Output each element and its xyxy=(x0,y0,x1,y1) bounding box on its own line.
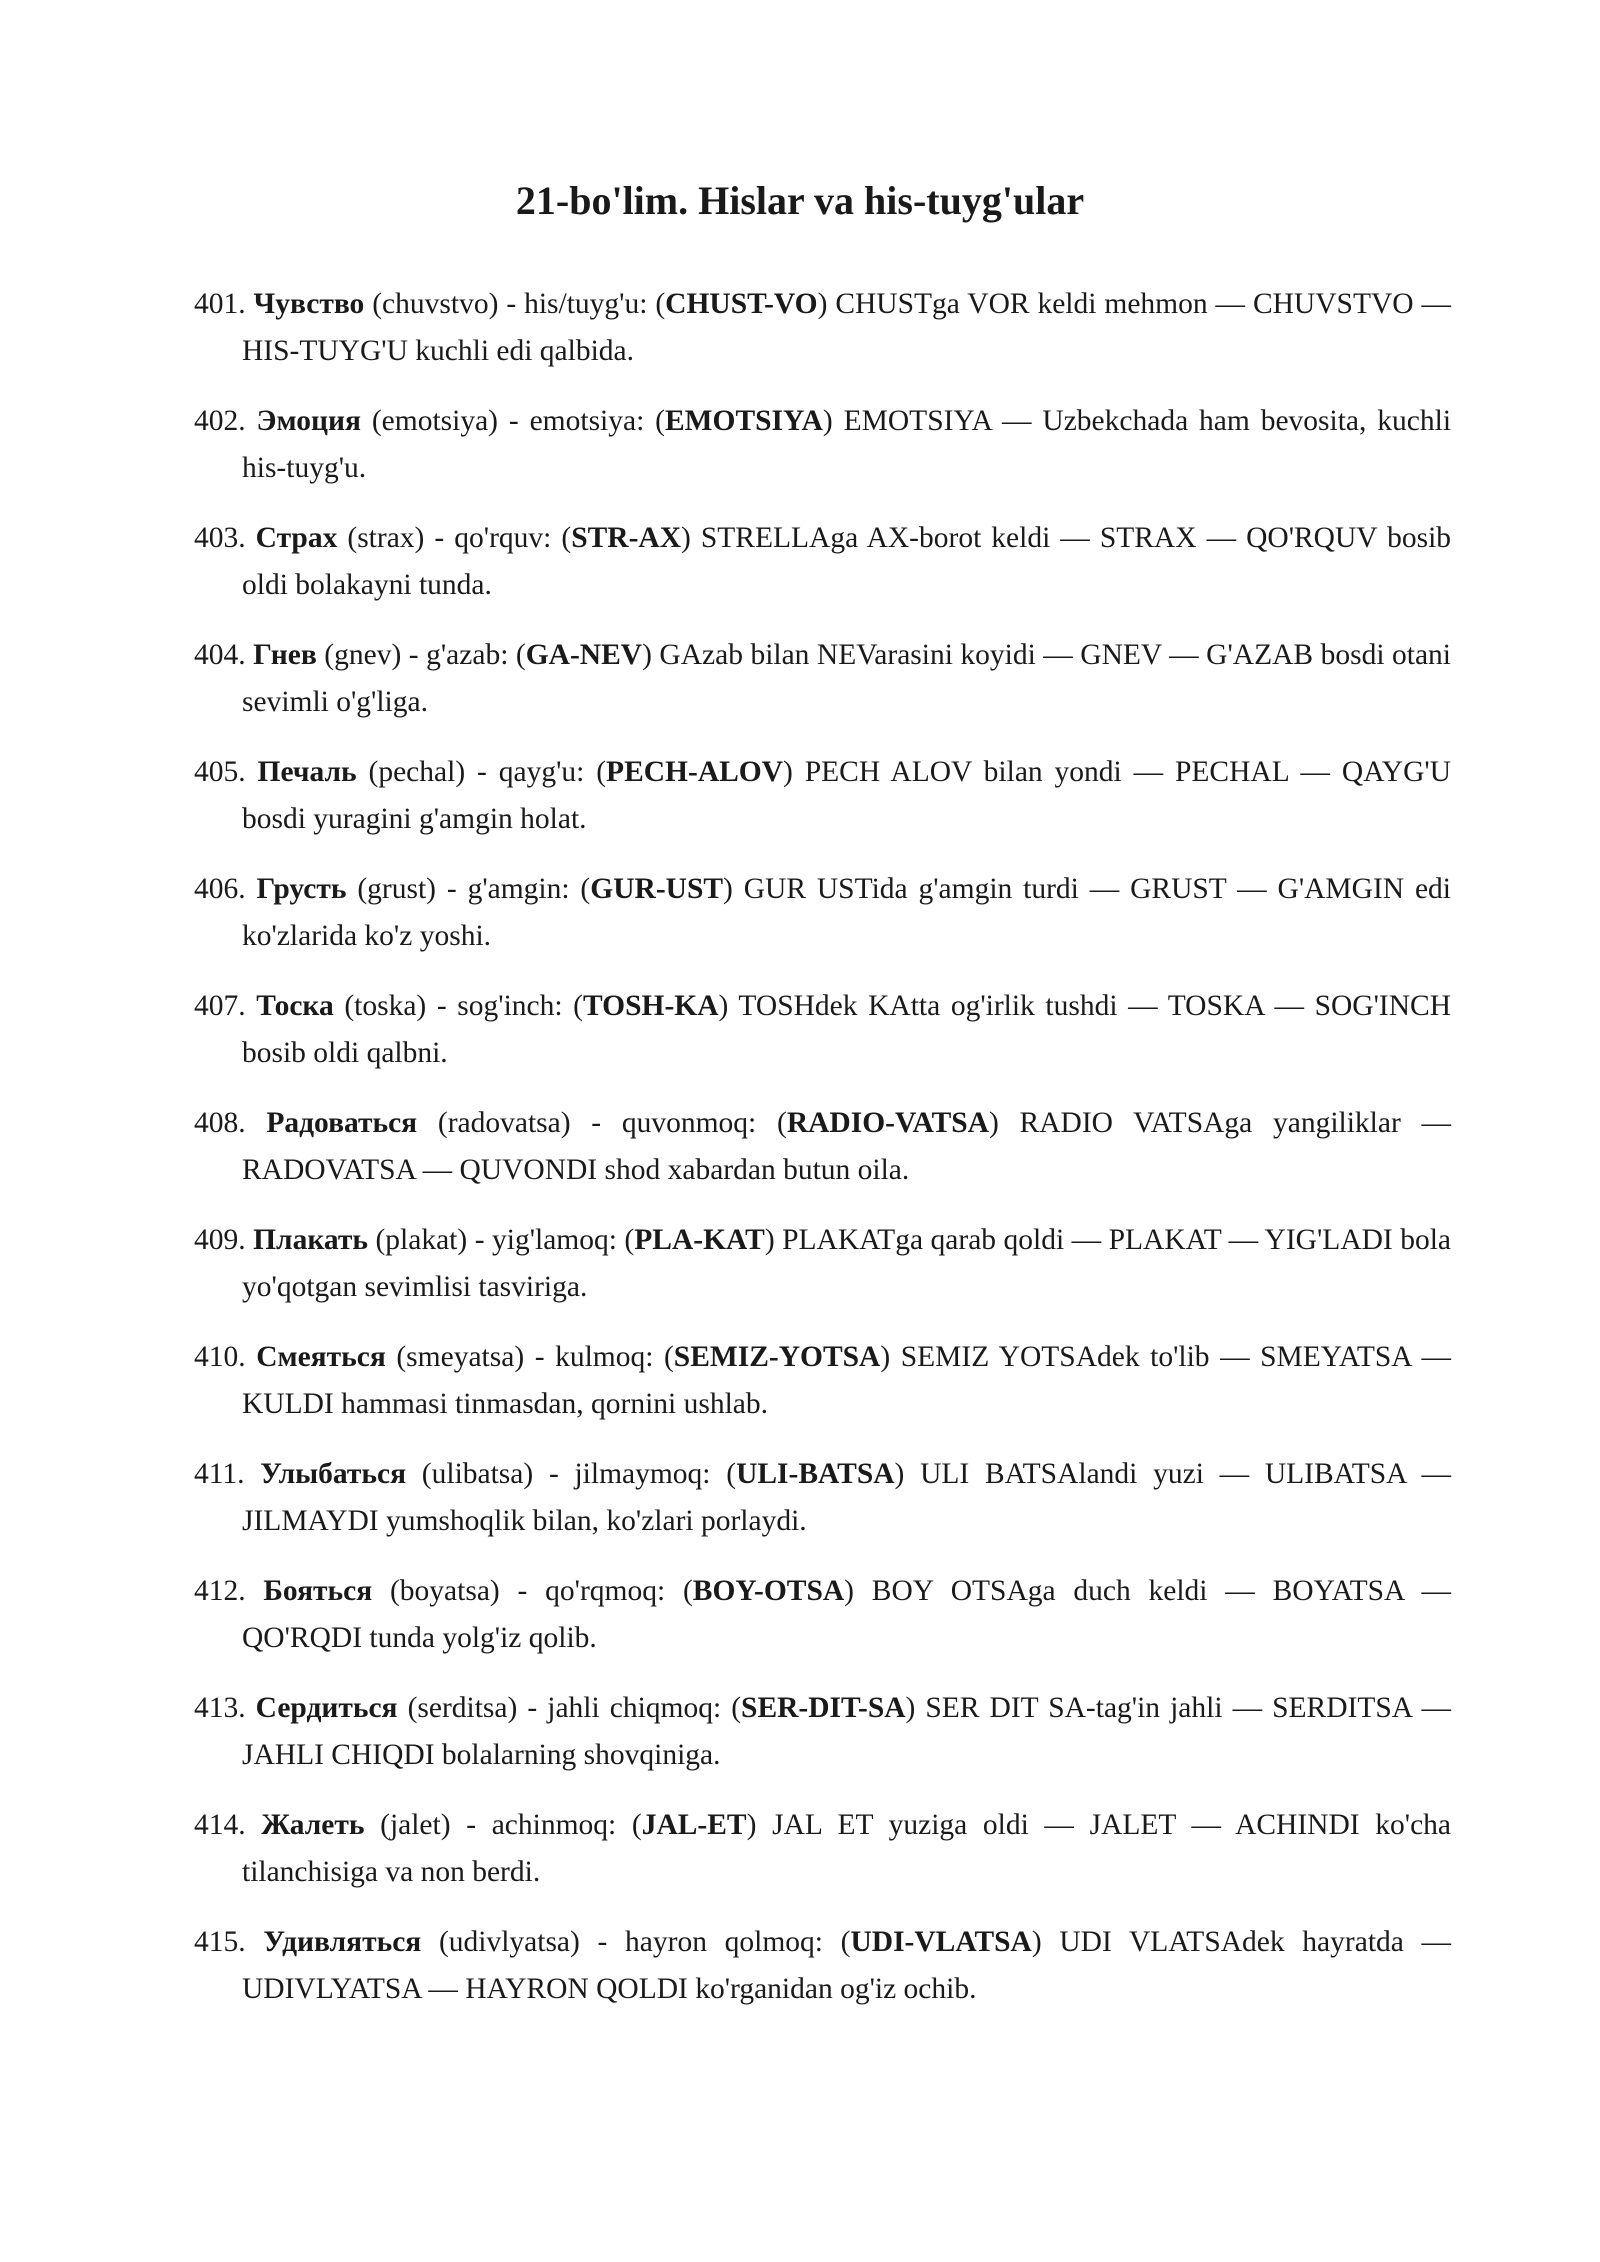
mnemonic-story: ) PECH ALOV bilan yondi — PECHAL — QAYG'U bosdi yuragini g'amgin holat. xyxy=(242,756,1452,835)
transliteration: (emotsiya) xyxy=(371,405,498,437)
vocabulary-entry xyxy=(194,1451,1451,1545)
mnemonic-story: ) CHUSTga VOR keldi mehmon — CHUVSTVO — HIS-TUYG'U kuchli edi qalbida. xyxy=(242,288,1451,367)
mnemonic-key: RADIO-VATSA xyxy=(786,1107,989,1139)
entry-number: 405. xyxy=(194,756,246,788)
vocabulary-entry xyxy=(194,1685,1451,1779)
russian-word: Жалеть xyxy=(261,1809,365,1841)
mnemonic-key: UDI-VLATSA xyxy=(850,1926,1032,1958)
meaning: - sog'inch: ( xyxy=(436,990,584,1022)
vocabulary-entry xyxy=(194,1568,1451,1662)
transliteration: (pechal) xyxy=(368,756,466,788)
transliteration: (smeyatsa) xyxy=(396,1341,525,1373)
entry-number: 409. xyxy=(194,1224,246,1256)
transliteration: (toska) xyxy=(344,990,427,1022)
mnemonic-story: ) ULI BATSAlandi yuzi — ULIBATSA — JILMAYDI yumshoqlik bilan, ko'zlari porlaydi. xyxy=(242,1458,1452,1537)
mnemonic-key: SER-DIT-SA xyxy=(741,1692,906,1724)
mnemonic-story: ) UDI VLATSAdek hayratda — UDIVLYATSA — HAYRON QOLDI ko'rganidan og'iz ochib. xyxy=(242,1926,1452,2005)
meaning: - jahli chiqmoq: ( xyxy=(527,1692,742,1724)
russian-word: Эмоция xyxy=(256,405,361,437)
entry-number: 413. xyxy=(194,1692,246,1724)
meaning: - g'amgin: ( xyxy=(446,873,591,905)
vocabulary-entry xyxy=(194,1919,1451,2013)
russian-word: Тоска xyxy=(256,990,334,1022)
russian-word: Гнев xyxy=(253,639,317,671)
mnemonic-story: ) JAL ET yuziga oldi — JALET — ACHINDI ko'cha tilanchisiga va non berdi. xyxy=(242,1809,1452,1888)
vocabulary-list xyxy=(194,281,1451,2036)
meaning: - jilmaymoq: ( xyxy=(548,1458,737,1490)
meaning: - qayg'u: ( xyxy=(477,756,607,788)
mnemonic-key: STR-AX xyxy=(571,522,682,554)
mnemonic-story: ) RADIO VATSAga yangiliklar — RADOVATSA — QUVONDI shod xabardan butun oila. xyxy=(242,1107,1452,1186)
russian-word: Смеяться xyxy=(256,1341,386,1373)
mnemonic-key: CHUST-VO xyxy=(665,288,818,320)
vocabulary-entry xyxy=(194,398,1451,492)
mnemonic-story: ) BOY OTSAga duch keldi — BOYATSA — QO'RQDI tunda yolg'iz qolib. xyxy=(242,1575,1451,1654)
meaning: - g'azab: ( xyxy=(408,639,526,671)
mnemonic-key: GUR-UST xyxy=(590,873,724,905)
entry-number: 402. xyxy=(194,405,246,437)
russian-word: Страх xyxy=(255,522,338,554)
russian-word: Улыбаться xyxy=(260,1458,407,1490)
transliteration: (boyatsa) xyxy=(389,1575,500,1607)
mnemonic-key: SEMIZ-YOTSA xyxy=(673,1341,881,1373)
entry-number: 410. xyxy=(194,1341,246,1373)
mnemonic-story: ) SEMIZ YOTSAdek to'lib — SMEYATSA — KULDI hammasi tinmasdan, qornini ushlab. xyxy=(242,1341,1452,1420)
mnemonic-story: ) GAzab bilan NEVarasini koyidi — GNEV — G'AZAB bosdi otani sevimli o'g'liga. xyxy=(242,639,1452,718)
meaning: - yig'lamoq: ( xyxy=(474,1224,635,1256)
russian-word: Удивляться xyxy=(263,1926,422,1958)
meaning: - qo'rqmoq: ( xyxy=(517,1575,693,1607)
vocabulary-entry xyxy=(194,281,1451,375)
russian-word: Радоваться xyxy=(266,1107,418,1139)
vocabulary-entry xyxy=(194,983,1451,1077)
vocabulary-entry xyxy=(194,632,1451,726)
entry-number: 414. xyxy=(194,1809,246,1841)
transliteration: (udivlyatsa) xyxy=(438,1926,580,1958)
mnemonic-story: ) GUR USTida g'amgin turdi — GRUST — G'AMGIN edi ko'zlarida ko'z yoshi. xyxy=(242,873,1452,952)
vocabulary-entry xyxy=(194,866,1451,960)
meaning: - kulmoq: ( xyxy=(534,1341,674,1373)
meaning: - qo'rquv: ( xyxy=(434,522,572,554)
vocabulary-entry xyxy=(194,1100,1451,1194)
russian-word: Грусть xyxy=(256,873,347,905)
russian-word: Чувство xyxy=(253,288,365,320)
mnemonic-key: EMOTSIYA xyxy=(664,405,823,437)
meaning: - emotsiya: ( xyxy=(508,405,665,437)
meaning: - hayron qolmoq: ( xyxy=(597,1926,851,1958)
entry-number: 404. xyxy=(194,639,246,671)
meaning: - quvonmoq: ( xyxy=(591,1107,787,1139)
entry-number: 415. xyxy=(194,1926,246,1958)
entry-number: 412. xyxy=(194,1575,246,1607)
transliteration: (strax) xyxy=(347,522,425,554)
russian-word: Плакать xyxy=(253,1224,368,1256)
mnemonic-story: ) SER DIT SA-tag'in jahli — SERDITSA — JAHLI CHIQDI bolalarning shovqiniga. xyxy=(242,1692,1451,1771)
entry-number: 401. xyxy=(194,288,246,320)
russian-word: Печаль xyxy=(257,756,357,788)
transliteration: (chuvstvo) xyxy=(372,288,499,320)
mnemonic-story: ) STRELLAga AX-borot keldi — STRAX — QO'RQUV bosib oldi bolakayni tunda. xyxy=(242,522,1452,601)
mnemonic-story: ) EMOTSIYA — Uzbekchada ham bevosita, kuchli his-tuyg'u. xyxy=(242,405,1452,484)
transliteration: (grust) xyxy=(357,873,436,905)
transliteration: (gnev) xyxy=(324,639,402,671)
transliteration: (serditsa) xyxy=(407,1692,518,1724)
section-title: 21-bo'lim. Hislar va his-tuyg'ular xyxy=(515,177,1085,223)
vocabulary-entry xyxy=(194,1802,1451,1896)
mnemonic-key: GA-NEV xyxy=(525,639,643,671)
vocabulary-entry xyxy=(194,749,1451,843)
entry-number: 408. xyxy=(194,1107,246,1139)
mnemonic-story: ) PLAKATga qarab qoldi — PLAKAT — YIG'LADI bola yo'qotgan sevimlisi tasviriga. xyxy=(242,1224,1452,1303)
meaning: - achinmoq: ( xyxy=(466,1809,642,1841)
russian-word: Бояться xyxy=(263,1575,373,1607)
mnemonic-story: ) TOSHdek KAtta og'irlik tushdi — TOSKA — SOG'INCH bosib oldi qalbni. xyxy=(242,990,1452,1069)
transliteration: (radovatsa) xyxy=(437,1107,571,1139)
mnemonic-key: PECH-ALOV xyxy=(606,756,784,788)
mnemonic-key: BOY-OTSA xyxy=(692,1575,845,1607)
entry-number: 411. xyxy=(194,1458,245,1490)
transliteration: (plakat) xyxy=(375,1224,468,1256)
mnemonic-key: PLA-KAT xyxy=(634,1224,765,1256)
russian-word: Сердиться xyxy=(255,1692,398,1724)
mnemonic-key: TOSH-KA xyxy=(583,990,719,1022)
entry-number: 406. xyxy=(194,873,246,905)
meaning: - his/tuyg'u: ( xyxy=(506,288,666,320)
vocabulary-entry xyxy=(194,515,1451,609)
entry-number: 407. xyxy=(194,990,246,1022)
entry-number: 403. xyxy=(194,522,246,554)
vocabulary-entry xyxy=(194,1217,1451,1311)
mnemonic-key: ULI-BATSA xyxy=(736,1458,895,1490)
transliteration: (ulibatsa) xyxy=(421,1458,534,1490)
vocabulary-entry xyxy=(194,1334,1451,1428)
mnemonic-key: JAL-ET xyxy=(641,1809,747,1841)
transliteration: (jalet) xyxy=(380,1809,451,1841)
